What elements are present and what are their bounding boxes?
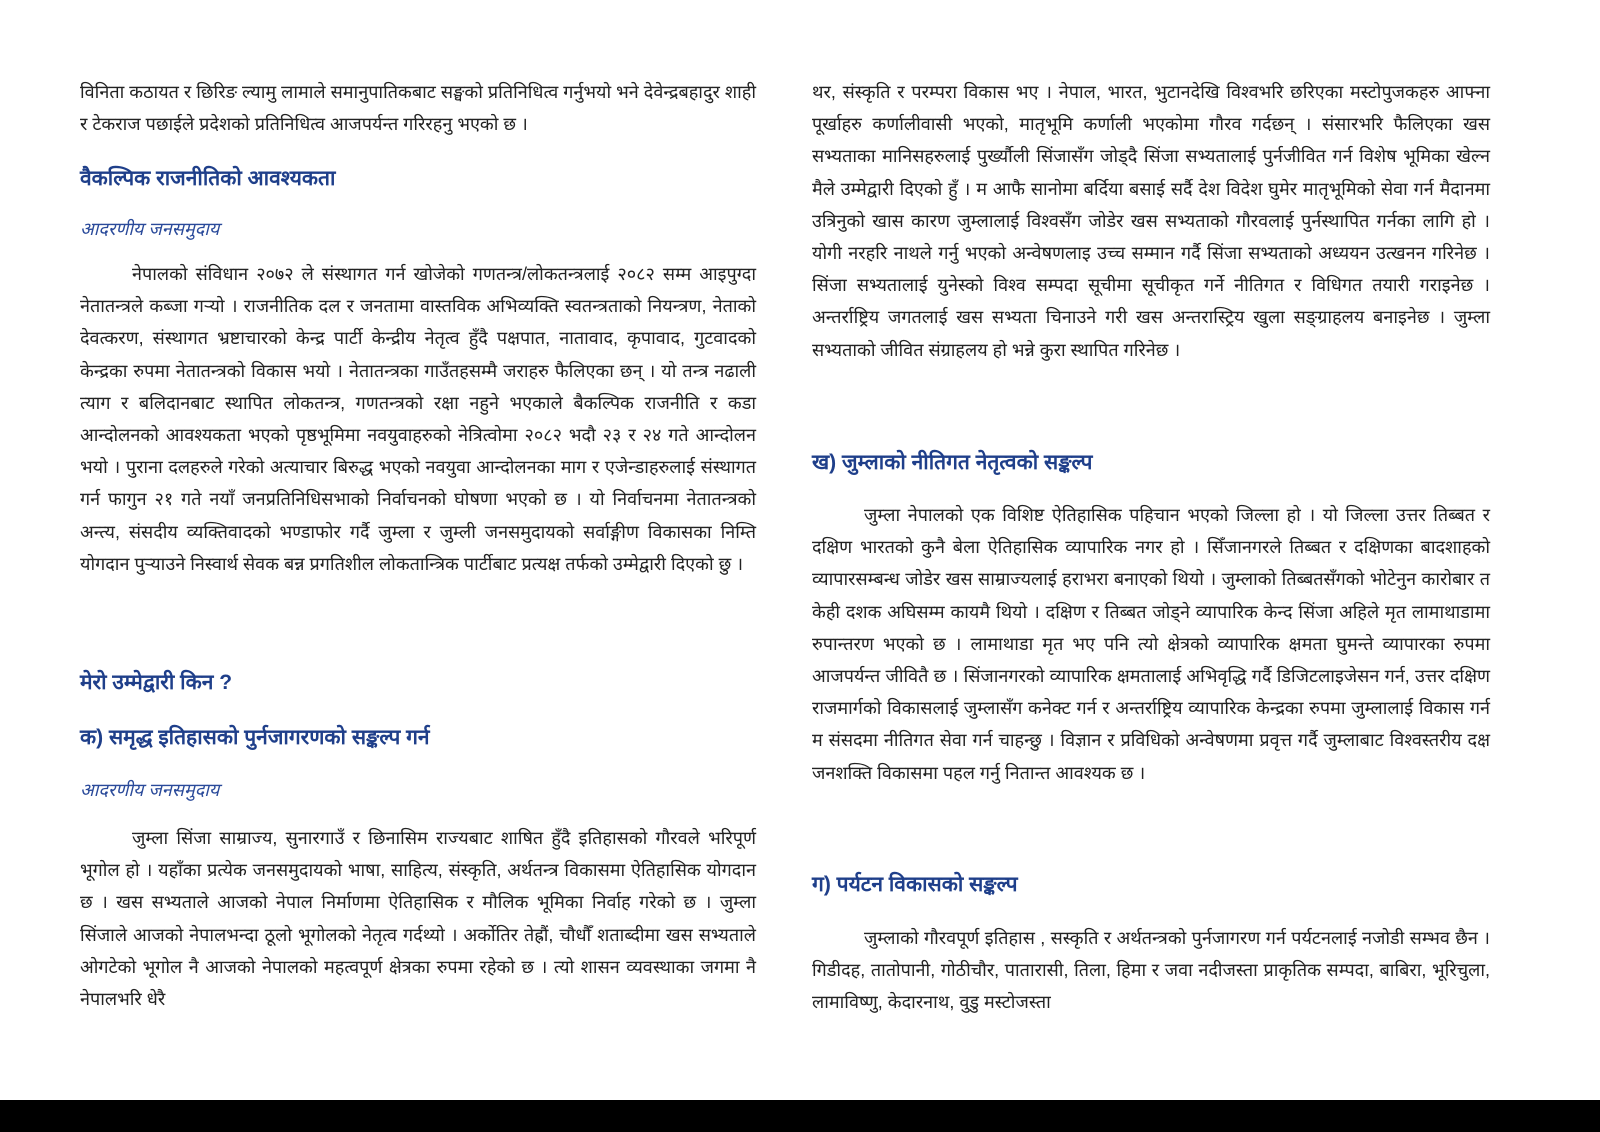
paragraph-jumla-trade: जुम्ला नेपालको एक विशिष्ट ऐतिहासिक पहिचान भएको जिल्ला हो । यो जिल्ला उत्तर तिब्बत र दक्षिण भारतको कुनै बेला ऐतिहासिक व्यापारिक नगर हो । सिँजानगरले तिब्बत र दक्षिणका बादशाहको व्यापारसम्बन्ध जोडेर खस साम्राज्यलाई हराभरा बनाएको थियो । जुम्लाको तिब्बतसँगको भोटेनुन कारोबार त केही दशक अघिसम्म कायमै थियो । दक्षिण र तिब्बत जोड्ने व्यापारिक केन्द सिंजा अहिले मृत लामाथाडामा रुपान्तरण भएको छ । लामाथाडा मृत भए पनि त्यो क्षेत्रको व्यापारिक क्षमता घुमन्ते व्यापारका रुपमा आजपर्यन्त जीवितै छ । सिंजानगरको व्यापारिक क्षमतालाई अभिवृद्धि गर्दै डिजिटलाइजेसन गर्न, उत्तर दक्षिण राजमार्गको विकासलाई जुम्लासँग कनेक्ट गर्न र अन्तर्राष्ट्रिय व्यापारिक केन्द्रका रुपमा जुम्लालाई विकास गर्न म संसदमा नीतिगत सेवा गर्न चाहन्छु । विज्ञान र प्रविधिको अन्वेषणमा प्रवृत्त गर्दै जुम्लाबाट विश्वस्तरीय दक्ष जनशक्ति विकासमा पहल गर्नु नितान्त आवश्यक छ । <box>812 505 1490 783</box>
paragraph-khas-civilization: थर, संस्कृति र परम्परा विकास भए । नेपाल, भारत, भुटानदेखि विश्वभरि छरिएका मस्टोपुजकहरु आफ्ना पूर्खाहरु कर्णालीवासी भएको, मातृभूमि कर्णाली भएकोमा गौरव गर्दछन् । संसारभरि फैलिएका खस सभ्यताका मानिसहरुलाई पुर्ख्यौली सिंजासँग जोड्दै सिंजा सभ्यतालाई पुर्नजीवित गर्न विशेष भूमिका खेल्न मैले उम्मेद्वारी दिएको हुँ । म आफै सानोमा बर्दिया बसाई सर्दै देश विदेश घुमेर मातृभूमिको सेवा गर्न मैदानमा उत्रिनुको खास कारण जुम्लालाई विश्वसँग जोडेर खस सभ्यताको गौरवलाई पुर्नस्थापित गर्नका लागि हो । योगी नरहरि नाथले गर्नु भएको अन्वेषणलाइ उच्च सम्मान गर्दै सिंजा सभ्यताको अध्ययन उत्खनन गरिनेछ । सिंजा सभ्यतालाई युनेस्को विश्व सम्पदा सूचीमा सूचीकृत गर्ने नीतिगत र विधिगत तयारी गराइनेछ । अन्तर्राष्ट्रिय जगतलाई खस सभ्यता चिनाउने गरी खस अन्तरास्ट्रिय खुला सङ्ग्राहलय बनाइनेछ । जुम्ला सभ्यताको जीवित संग्राहलय हो भन्ने कुरा स्थापित गरिनेछ । <box>812 82 1490 360</box>
paragraph-sinja-history: जुम्ला सिंजा साम्राज्य, सुनारगाउँ र छिनासिम राज्यबाट शाषित हुँदै इतिहासको गौरवले भरिपूर्ण भूगोल हो । यहाँका प्रत्येक जनसमुदायको भाषा, साहित्य, संस्कृति, अर्थतन्त्र विकासमा ऐतिहासिक योगदान छ । खस सभ्यताले आजको नेपाल निर्माणमा ऐतिहासिक र मौलिक भूमिका निर्वाह गरेको छ । जुम्ला सिंजाले आजको नेपालभन्दा ठूलो भूगोलको नेतृत्व गर्दथ्यो । अर्कोतिर तेह्रौं, चौधौँ शताब्दीमा खस सभ्यताले ओगटेको भूगोल नै आजको नेपालको महत्वपूर्ण क्षेत्रका रुपमा रहेको छ । त्यो शासन व्यवस्थाका जगमा नै नेपालभरि धेरै <box>80 828 756 1010</box>
paragraph-constitution: नेपालको संविधान २०७२ ले संस्थागत गर्न खोजेको गणतन्त्र/लोकतन्त्रलाई २०८२ सम्म आइपुग्दा नेतातन्त्रले कब्जा गर्‍यो । राजनीतिक दल र जनतामा वास्तविक अभिव्यक्ति स्वतन्त्रताको नियन्त्रण, नेताको देवत्करण, संस्थागत भ्रष्टाचारको केन्द्र पार्टी केन्द्रीय नेतृत्व हुँदै पक्षपात, नातावाद, कृपावाद, गुटवादको केन्द्रका रुपमा नेतातन्त्रको विकास भयो । नेतातन्त्रका गाउँतहसम्मै जराहरु फैलिएका छन् । यो तन्त्र नढाली त्याग र बलिदानबाट स्थापित लोकतन्त्र, गणतन्त्रको रक्षा नहुने भएकाले बैकल्पिक राजनीति र कडा आन्दोलनको आवश्यकता भएको पृष्ठभूमिमा नवयुवाहरुको नेत्रित्वोमा २०८२ भदौ २३ र २४ गते आन्दोलन भयो । पुराना दलहरुले गरेको अत्याचार बिरुद्ध भएको नवयुवा आन्दोलनका माग र एजेन्डाहरुलाई संस्थागत गर्न फागुन २१ गते नयाँ जनप्रतिनिधिसभाको निर्वाचनको घोषणा भएको छ । यो निर्वाचनमा नेतातन्त्रको अन्त्य, संसदीय व्यक्तिवादको भण्डाफोर गर्दै जुम्ला र जुम्ली जनसमुदायको सर्वाङ्गीण विकासका निम्ति योगदान पुर्‍याउने निस्वार्थ सेवक बन्न प्रगतिशील लोकतान्त्रिक पार्टीबाट प्रत्यक्ष तर्फको उम्मेद्वारी दिएको छु । <box>80 264 756 574</box>
salutation: आदरणीय जनसमुदाय <box>80 780 220 800</box>
paragraph-tourism: जुम्लाको गौरवपूर्ण इतिहास , सस्कृति र अर्थतन्त्रको पुर्नजागरण गर्न पर्यटनलाई नजोडी सम्भव छैन । गिडीदह, तातोपानी, गोठीचौर, पातारासी, तिला, हिमा र जवा नदीजस्ता प्राकृतिक सम्पदा, बाबिरा, भूरिचुला, लामाविष्णु, केदारनाथ, वुडु मस्टोजस्ता <box>812 928 1490 1013</box>
bottom-black-bar <box>0 1100 1600 1132</box>
heading-why-candidacy: मेरो उम्मेद्वारी किन ? <box>80 671 233 694</box>
heading-tourism: ग) पर्यटन विकासको सङ्कल्प <box>812 873 1018 896</box>
heading-alternative-politics: वैकल्पिक राजनीतिको आवश्यकता <box>80 167 336 190</box>
heading-history-resolution: क) समृद्ध इतिहासको पुर्नजागरणको सङ्कल्प गर्न <box>80 726 430 749</box>
heading-policy-leadership: ख) जुम्लाको नीतिगत नेतृत्वको सङ्कल्प <box>812 451 1093 474</box>
intro-paragraph: विनिता कठायत र छिरिङ ल्यामु लामाले समानुपातिकबाट सङ्घको प्रतिनिधित्व गर्नुभयो भने देवेन्द्रबहादुर शाही र टेकराज पछाईले प्रदेशको प्रतिनिधित्व आजपर्यन्त गरिरहनु भएको छ । <box>80 82 756 135</box>
salutation: आदरणीय जनसमुदाय <box>80 219 220 239</box>
